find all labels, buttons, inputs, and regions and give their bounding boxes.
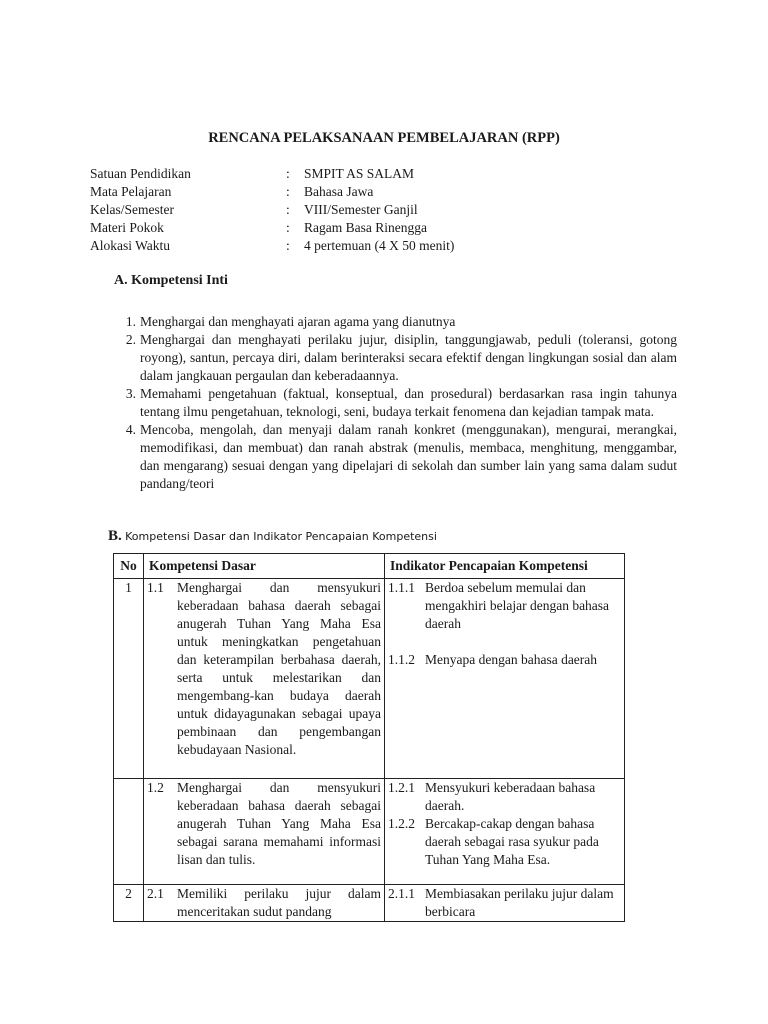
table-header-row — [114, 554, 625, 579]
kd-cell — [144, 579, 385, 779]
info-label: Mata Pelajaran — [90, 184, 172, 199]
info-row-mapel — [90, 183, 454, 201]
info-colon: : — [286, 202, 290, 217]
list-item-number: 1. — [125, 314, 136, 329]
row-number: 2 — [114, 885, 144, 922]
document-title: RENCANA PELAKSANAAN PEMBELAJARAN (RPP) — [208, 130, 560, 146]
info-value: VIII/Semester Ganjil — [304, 202, 418, 217]
info-colon: : — [286, 166, 290, 181]
list-item — [114, 331, 677, 385]
table-row — [114, 885, 625, 922]
section-b-letter: B. — [108, 528, 122, 544]
indicator-text: Menyapa dengan bahasa daerah — [425, 652, 598, 667]
kd-text: Menghargai dan mensyukuri keberadaan bahasa daerah sebagai anugerah Tuhan Yang Maha Esa untuk meningkatkan pengetahuan dan keterampilan berbahasa daerah, serta untuk melestarikan dan mengembang-kan budaya daerah untuk didayagunakan sebagai upaya pembinaan dan pengembangan kebudayaan Nasional. — [177, 580, 381, 757]
kd-cell — [144, 779, 385, 885]
row-number: 1 — [114, 579, 144, 779]
list-item-text: Menghargai dan menghayati ajaran agama yang dianutnya — [140, 314, 456, 329]
indicator-number: 1.1.2 — [388, 652, 415, 667]
list-item — [114, 385, 677, 421]
column-header-kd: Kompetensi Dasar — [144, 554, 385, 579]
info-colon: : — [286, 220, 290, 235]
indicator-cell — [385, 579, 625, 779]
list-item-number: 2. — [125, 332, 136, 347]
section-a-heading: A. Kompetensi Inti — [114, 273, 228, 288]
kd-number: 1.1 — [147, 580, 164, 595]
list-item — [114, 313, 677, 331]
list-item-number: 4. — [125, 422, 136, 437]
info-value: Ragam Basa Rinengga — [304, 220, 427, 235]
list-item-text: Mencoba, mengolah, dan menyaji dalam ranah konkret (menggunakan), mengurai, merangkai, memodifikasi, dan membuat) dan ranah abstrak (menulis, membaca, menghitung, menggambar, dan mengarang) sesuai dengan yang dipelajari di sekolah dan sumber lain yang sama dalam sudut pandang/teori — [140, 422, 677, 491]
list-item-text: Menghargai dan menghayati perilaku jujur, disiplin, tanggungjawab, peduli (toleransi, gotong royong), santun, percaya diri, dalam berinteraksi secara efektif dengan lingkungan sosial dan alam dalam jangkauan pergaulan dan keberadaannya. — [140, 332, 677, 383]
indicator-number: 1.2.1 — [388, 780, 415, 795]
column-header-ipk: Indikator Pencapaian Kompetensi — [385, 554, 625, 579]
info-value: 4 pertemuan (4 X 50 menit) — [304, 238, 455, 253]
info-row-alokasi — [90, 237, 454, 255]
kd-number: 1.2 — [147, 780, 164, 795]
list-item-text: Memahami pengetahuan (faktual, konseptual, dan prosedural) berdasarkan rasa ingin tahunya tentang ilmu pengetahuan, teknologi, seni, budaya terkait fenomena dan kejadian tampak mata. — [140, 386, 677, 419]
section-b-title: Kompetensi Dasar dan Indikator Pencapaian Kompetensi — [125, 530, 437, 543]
info-label: Materi Pokok — [90, 220, 164, 235]
info-value: SMPIT AS SALAM — [304, 166, 415, 181]
indicator-number: 2.1.1 — [388, 886, 415, 901]
kd-text: Memiliki perilaku jujur dalam menceritakan sudut pandang — [177, 886, 381, 919]
kd-cell — [144, 885, 385, 922]
info-label: Kelas/Semester — [90, 202, 174, 217]
table-row — [114, 579, 625, 779]
competency-table — [113, 553, 625, 922]
info-row-satuan — [90, 165, 454, 183]
indicator-text: Bercakap-cakap dengan bahasa daerah sebagai rasa syukur pada Tuhan Yang Maha Esa. — [425, 816, 599, 867]
info-label: Satuan Pendidikan — [90, 166, 191, 181]
indicator-text: Membiasakan perilaku jujur dalam berbicara — [425, 886, 614, 919]
section-b-heading — [108, 527, 437, 546]
indicator-text: Berdoa sebelum memulai dan mengakhiri belajar dengan bahasa daerah — [425, 580, 610, 631]
indicator-number: 1.1.1 — [388, 580, 415, 595]
indicator-cell — [385, 885, 625, 922]
indicator-text: Mensyukuri keberadaan bahasa daerah. — [425, 780, 596, 813]
column-header-no: No — [114, 554, 144, 579]
info-row-kelas — [90, 201, 454, 219]
info-label: Alokasi Waktu — [90, 238, 171, 253]
indicator-cell — [385, 779, 625, 885]
table-row — [114, 779, 625, 885]
info-colon: : — [286, 238, 290, 253]
info-value: Bahasa Jawa — [304, 184, 374, 199]
info-colon: : — [286, 184, 290, 199]
list-item-number: 3. — [125, 386, 136, 401]
info-row-materi — [90, 219, 454, 237]
row-number — [114, 779, 144, 885]
kompetensi-inti-list — [114, 313, 677, 493]
kd-text: Menghargai dan mensyukuri keberadaan bahasa daerah sebagai anugerah Tuhan Yang Maha Esa sebagai sarana memahami informasi lisan dan tulis. — [177, 780, 381, 867]
list-item — [114, 421, 677, 493]
identity-block — [90, 165, 454, 255]
indicator-number: 1.2.2 — [388, 816, 415, 831]
kd-number: 2.1 — [147, 886, 164, 901]
